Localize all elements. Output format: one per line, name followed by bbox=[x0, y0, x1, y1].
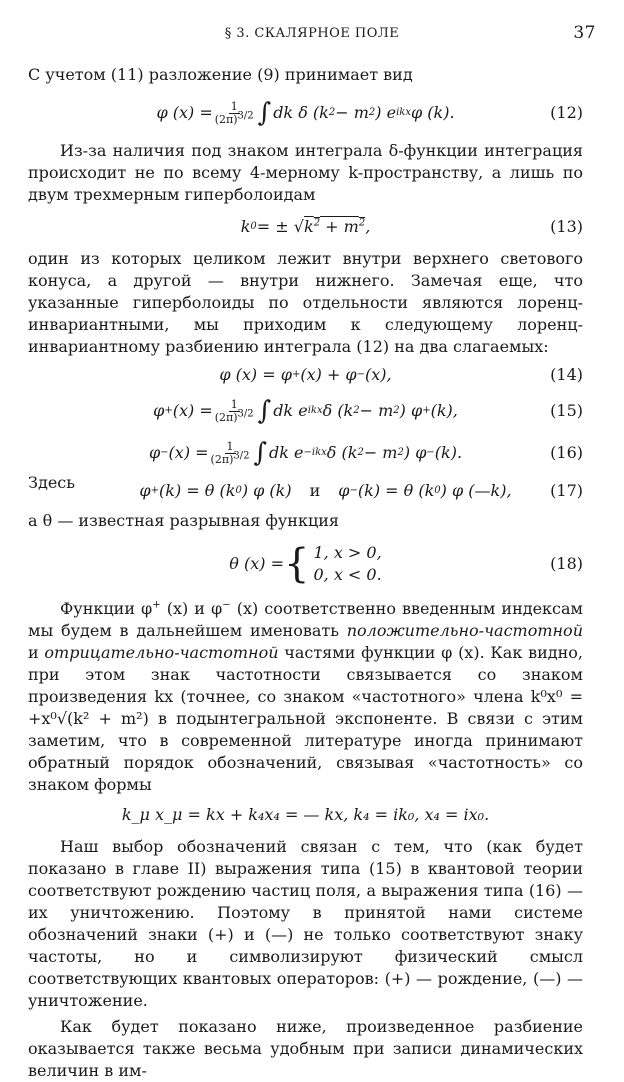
equation-13 bbox=[28, 210, 583, 244]
equation-14-formula: φ (x) = φ + (x) + φ − (x), bbox=[219, 365, 392, 384]
equation-14 bbox=[28, 362, 583, 388]
equation-15-formula: φ + (x) = $\frac{1}{(2\pi)^{3/2}}$ ∫ dk e ikx δ (k 2 − m 2 ) φ + (k), bbox=[153, 396, 458, 426]
equation-16-number: (16) bbox=[550, 443, 583, 462]
equation-18 bbox=[28, 536, 583, 592]
paragraph-7: Наш выбор обозначений связан с тем, что (как будет показано в главе II) выражения типа (15) в квантовой теории соответствуют рождению частиц поля, а выражения типа (16) — их уничтожению. Поэтому в принятой нами системе обозначений знаки (+) и (—) не только соответствуют знаку частоты, но и символизируют физический смысл соответствующих квантовых операторов: (+) — рождение, (—) — уничтожение. bbox=[28, 837, 583, 1010]
p6-part-d: и bbox=[28, 643, 45, 662]
equation-12-number: (12) bbox=[550, 103, 583, 122]
equation-17-connector: и bbox=[309, 481, 321, 500]
equation-18-case-2: 0, x < 0. bbox=[313, 565, 382, 584]
paragraph-6: Функции φ+ (x) и φ− (x) соответственно введенным индексам мы будем в дальнейшем именовать положительно-частотной и отрицательно-частотной частями функции φ (x). Как видно, при этом знак частотности связывается со знаком произведения kx (точнее, со знаком «частотного» члена k⁰x⁰ = +x⁰√(k² + m²) в подынтегральной экспоненте. В связи с этим заметим, что в современной литературе иногда принимают обратный порядок обозначений, связывая «частотность» со знаком формы bbox=[28, 599, 583, 794]
p6-part-e: частями функции φ (x). Как видно, при этом знак частотности связывается со знаком произведения kx (точнее, со знаком «частотного» члена k⁰x⁰ = +x⁰√(k² + m²) в подынтегральной экспоненте. В связи с этим заметим, что в современной литературе иногда принимают обратный порядок обозначений, связывая «частотность» со знаком формы bbox=[28, 643, 583, 794]
equation-16-formula: φ − (x) = $\frac{1}{(2\pi)^{3/2}}$ ∫ dk e −ikx δ (k 2 − m 2 ) φ − (k). bbox=[148, 438, 463, 468]
equation-15-number: (15) bbox=[550, 401, 583, 420]
equation-16 bbox=[28, 434, 583, 472]
equation-18-number: (18) bbox=[550, 554, 583, 573]
paragraph-5: а θ — известная разрывная функция bbox=[28, 511, 340, 530]
equation-12 bbox=[28, 90, 583, 136]
p6-part-a: Функции φ bbox=[60, 599, 153, 618]
equation-13-formula: k 0 = ± √ $k^2 + m^2$ , bbox=[240, 217, 371, 236]
equation-14-number: (14) bbox=[550, 365, 583, 384]
page-number: 37 bbox=[573, 23, 596, 43]
equation-17-formula: φ + (k) = θ (k 0 ) φ (k) и φ − (k) = θ (k 0 ) φ (—k), bbox=[139, 481, 512, 500]
paragraph-8: Как будет показано ниже, произведенное разбиение оказывается также весьма удобным при записи динамических величин в им- bbox=[28, 1017, 583, 1080]
equation-18-formula: θ (x) = { 1, x > 0, 0, x < 0. bbox=[229, 541, 382, 587]
equation-18-case-1: 1, x > 0, bbox=[313, 543, 382, 562]
equation-form-formula: k_μ x_μ = kx + k₄x₄ = — kx, k₄ = ik₀, x₄ = ix₀. bbox=[121, 805, 490, 824]
equation-12-formula: φ (x) = $\frac{1}{(2\pi)^{3/2}}$ ∫ dk δ (k 2 − m 2 ) e ikx φ (k). bbox=[156, 98, 455, 128]
page-body bbox=[28, 64, 583, 1082]
p6-part-c: (x) соответственно введенным индексам мы будем в дальнейшем именовать bbox=[28, 599, 583, 640]
equation-13-number: (13) bbox=[550, 217, 583, 236]
equation-15 bbox=[28, 392, 583, 430]
page-header bbox=[28, 23, 596, 48]
zdes-label: Здесь bbox=[28, 473, 75, 492]
p6-part-b: (x) и φ bbox=[160, 599, 223, 618]
equation-form bbox=[28, 800, 583, 830]
equation-17-number: (17) bbox=[550, 481, 583, 500]
paragraph-2: Из-за наличия под знаком интеграла δ-функции интеграция происходит не по всему 4-мерному k-пространству, а лишь по двум трехмерным гиперболоидам bbox=[28, 141, 583, 204]
p6-emphasis-negative: отрицательно-частотной bbox=[44, 643, 279, 662]
section-title: § 3. СКАЛЯРНОЕ ПОЛЕ bbox=[224, 26, 400, 41]
paragraph-1: С учетом (11) разложение (9) принимает вид bbox=[28, 65, 413, 84]
paragraph-3: один из которых целиком лежит внутри верхнего светового конуса, а другой — внутри нижнего. Замечая еще, что указанные гиперболоиды по отдельности являются лоренц-инвариантными, мы приходим к следующему лоренц-инвариантному разбиению интеграла (12) на два слагаемых: bbox=[28, 249, 583, 356]
equation-17 bbox=[28, 473, 583, 506]
p6-emphasis-positive: положительно-частотной bbox=[346, 621, 583, 640]
